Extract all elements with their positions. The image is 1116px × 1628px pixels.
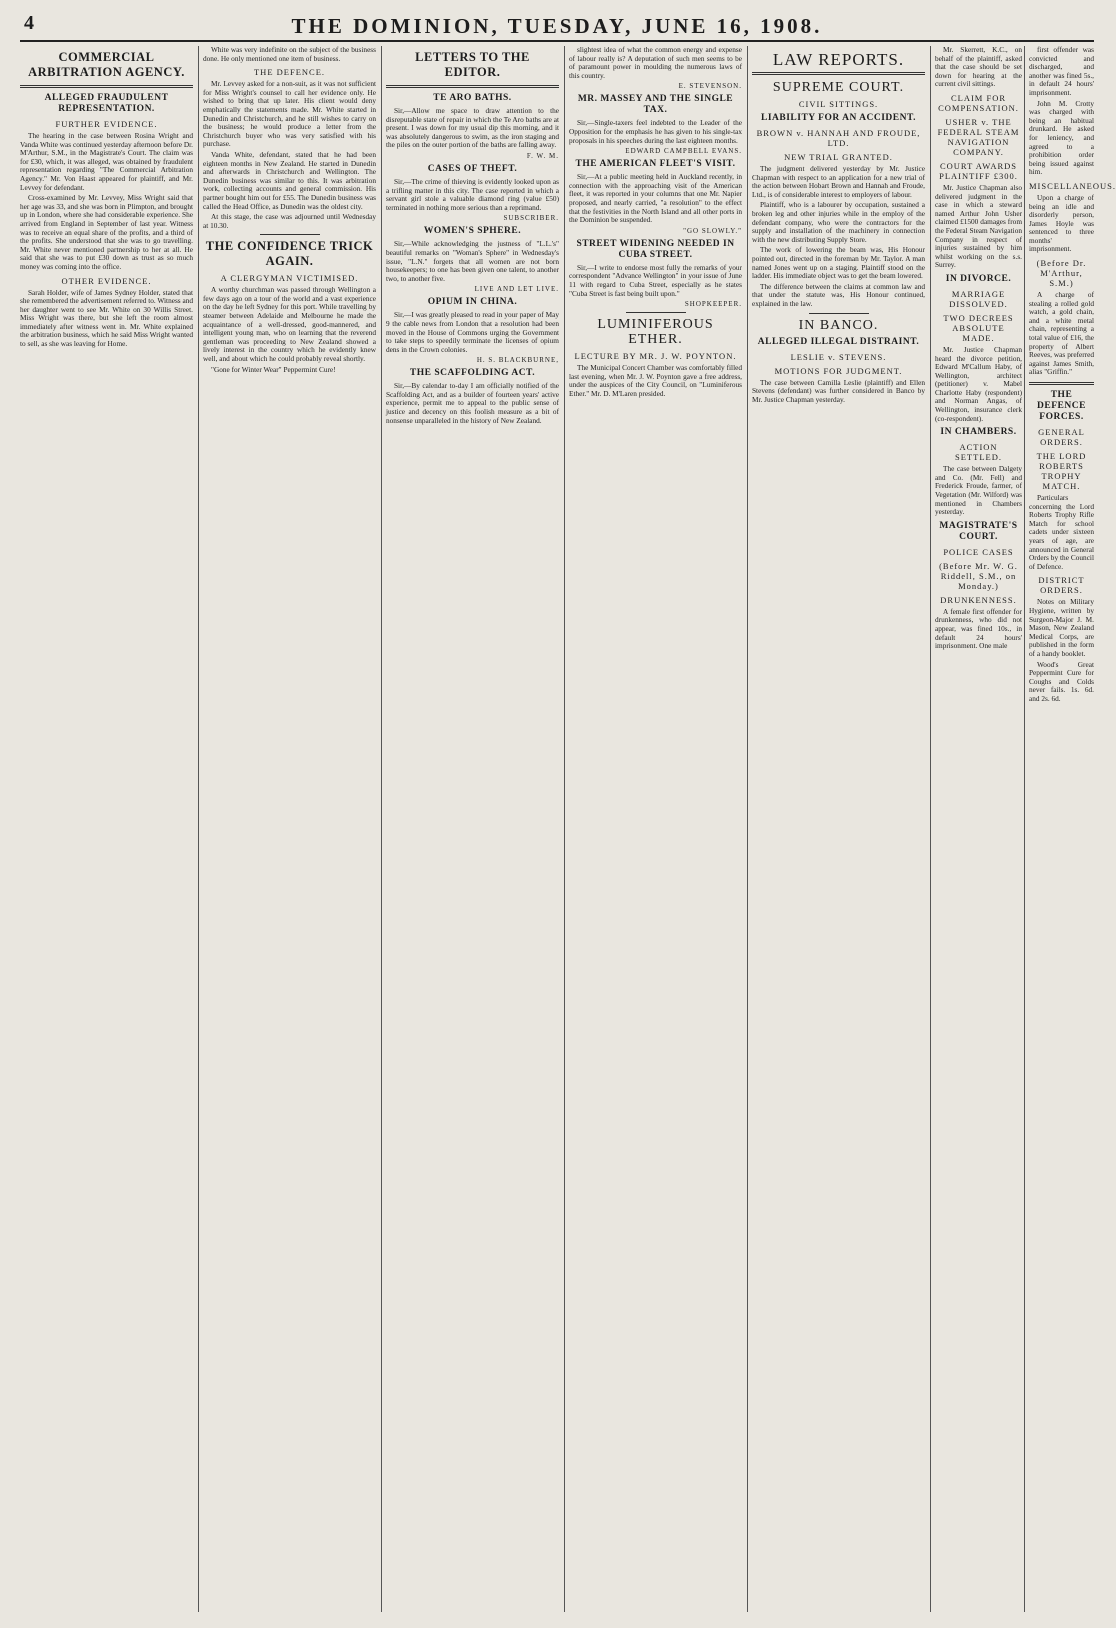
letter-heading: CASES OF THEFT.	[427, 163, 518, 174]
court-heading: IN DIVORCE.	[945, 273, 1012, 284]
paragraph: The hearing in the case between Rosina Wright and Vanda White was continued yesterday afternoon before Dr. M'Arthur, S.M., in the Magistrate's Court. The claim was for £30, which, it was alleged, was obtained by fraudulent representation regarding "The Commercial Arbitration Agency." Mr. Von Haast appeared for plaintiff, and Mr. Levvey for defendant.	[20, 131, 193, 192]
paragraph: Sir,—At a public meeting held in Auckland recently, in connection with the approaching visit of the American fleet, it was reported in your columns that one Mr. Napier proposed, and nearly carried, "a resolution" to the effect that the festivities in the North Island and all other ports in the Dominion be suspended.	[569, 172, 742, 225]
signature: LIVE AND LET LIVE.	[474, 285, 559, 294]
divider	[386, 85, 559, 88]
paragraph: The difference between the claims at common law and that under the statute was, His Honour continued, explained in the law.	[752, 281, 925, 308]
case-parties: USHER v. THE FEDERAL STEAM NAVIGATION COMPANY.	[937, 116, 1020, 157]
paragraph: A female first offender for drunkenness, who did not appear, was fined 10s., in default 24 hours' imprisonment. One male	[935, 606, 1022, 651]
court-heading: IN CHAMBERS.	[940, 427, 1017, 438]
signature: H. S. BLACKBURNE,	[476, 356, 559, 365]
court-heading: SUPREME COURT.	[772, 80, 905, 95]
newspaper-title: THE DOMINION, TUESDAY, JUNE 16, 1908.	[291, 14, 823, 38]
paragraph: The case between Dalgety and Co. (Mr. Fell) and Frederick Froude, farmer, of Vegetation (Mr. Wilford) was mentioned in Chambers yesterday.	[935, 464, 1022, 517]
paragraph: The work of lowering the beam was, His Honour pointed out, directed in the foreman by Mr. Taylor. A man named Jones went up on a staging. Plaintiff stood on the ladder. His immediate object was to get the beam lowered.	[752, 245, 925, 281]
letter-heading: OPIUM IN CHINA.	[427, 297, 518, 308]
article-heading: THE DEFENCE FORCES.	[1037, 390, 1086, 422]
paragraph: first offender was convicted and discharged, and another was fined 5s., in default 24 hours' imprisonment.	[1029, 45, 1094, 97]
divider	[752, 72, 925, 75]
case-heading: THE LORD ROBERTS TROPHY MATCH.	[1036, 451, 1087, 491]
article-heading: THE CONFIDENCE TRICK AGAIN.	[205, 239, 374, 269]
letter-heading: TE ARO BATHS.	[433, 93, 512, 103]
column-rule	[381, 46, 382, 1612]
signature: SUBSCRIBER.	[503, 214, 559, 223]
letter-heading: STREET WIDENING NEEDED IN CUBA STREET.	[576, 238, 735, 260]
paragraph: Mr. Skerrett, K.C., on behalf of the plaintiff, asked that the case should be set down for hearing at the current civil sittings.	[935, 45, 1022, 89]
column-rule	[198, 46, 199, 1612]
paragraph: Sir,—I was greatly pleased to read in your paper of May 9 the cable news from London that a resolution had been moved in the House of Commons urging the Government to take steps to speedily terminate the licenses of opium dens in the Crown colonies.	[386, 310, 559, 354]
paragraph: Sir,—I write to endorse most fully the remarks of your correspondent "Advance Wellington" in your issue of June 11 with regard to Cuba Street, especially as he states "Cuba Street is fast being built upon."	[569, 262, 742, 298]
paragraph: Mr. Justice Chapman heard the divorce petition, Edward M'Callum Haby, of Wellington, architect (petitioner) v. Mabel Charlotte Haby (respondent) and Norman Angas, of Wellington, insurance clerk (co-respondent).	[935, 344, 1022, 423]
divider	[809, 313, 869, 314]
paragraph: Mr. Levvey asked for a non-suit, as it was not sufficient for Miss Wright's counsel to call her evidence only. He wished to bring that up later. His client would deny emphatically the statements made. Mr. White started in Dunedin and Christchurch, and he still wishes to carry on the business; he would produce a letter from the Christchurch buyer who was very satisfied with his purchase.	[203, 79, 376, 149]
case-heading: ACTION SETTLED.	[955, 442, 1002, 463]
paragraph: Mr. Justice Chapman also delivered judgment in the case in which a steward named Arthur John Usher claimed £1500 damages from the Federal Steam Navigation Company in respect of injuries sustained by him whilst working on the s.s. Surrey.	[935, 182, 1022, 270]
case-outcome: (Before Dr. M'Arthur, S.M.)	[1036, 258, 1087, 289]
case-outcome: TWO DECREES ABSOLUTE MADE.	[943, 312, 1014, 343]
signature: EDWARD CAMPBELL EVANS.	[625, 147, 742, 156]
section-heading: MISCELLANEOUS.	[1029, 180, 1116, 191]
divider	[20, 85, 193, 88]
article-subheading: A CLERGYMAN VICTIMISED.	[220, 273, 359, 284]
case-heading: MARRIAGE DISSOLVED.	[949, 288, 1008, 309]
paragraph: A charge of stealing a rolled gold watch, a gold chain, and a white metal chain, representing a total value of £16, the property of Albert Reeves, was preferred against James Smith, alias "Griffin."	[1029, 290, 1094, 377]
article-subheading: LECTURE BY MR. J. W. POYNTON.	[574, 351, 737, 362]
paragraph: Sir,—By calendar to-day I am officially notified of the Scaffolding Act, and as a builder of fourteen years' active experience, permit me to appeal to the public sense of justice and decency on this foolish measure as a bit of nonsense unparalleled in the history of New Zealand.	[386, 381, 559, 425]
article-heading: LUMINIFEROUS ETHER.	[597, 317, 714, 348]
column-rule	[1024, 46, 1025, 1612]
paragraph: A worthy churchman was passed through Wellington a few days ago on a tour of the world and a vast experience on the day he left Sydney for this port. While travelling by steamer between Adelaide and Melbourne he made the acquaintance of a well-dressed, good-mannered, and intelligent young man, who on learning that the reverend gentleman was proceeding to New Zealand showed a lively interest in the country which he evidently knew well, and about which he could probably reveal shortly.	[203, 285, 376, 364]
section-heading: GENERAL ORDERS.	[1038, 427, 1085, 447]
section-heading: OTHER EVIDENCE.	[61, 275, 152, 286]
column-1	[20, 46, 193, 1612]
paragraph: Upon a charge of being an idle and disorderly person, James Hoyle was sentenced to three months' imprisonment.	[1029, 192, 1094, 254]
paragraph: Particulars concerning the Lord Roberts Trophy Rifle Match for school cadets under sixteen years of age, are announced in General Orders by the Council of Defence.	[1029, 493, 1094, 571]
section-heading: THE DEFENCE.	[253, 67, 326, 78]
signature: E. STEVENSON.	[678, 82, 742, 91]
columns	[20, 45, 1116, 1612]
article-heading: LETTERS TO THE EDITOR.	[415, 50, 530, 79]
column-rule	[564, 46, 565, 1612]
column-6	[935, 46, 1022, 1612]
column-5	[752, 46, 925, 1612]
case-outcome: (Before Mr. W. G. Riddell, S.M., on Monday.)	[939, 560, 1018, 591]
paragraph: Cross-examined by Mr. Levvey, Miss Wright said that her age was 33, and she was born in Plimpton, and brought up in London, where she had considerable experience. She arrived from England in September of last year. Witness was to receive an equal share of the profits, and a third of the profits. She understood that she was to go travelling. Mr. White never mentioned partnership to her at all. He said that she was to put £30 down as trust as so much money was coming into the office.	[20, 193, 193, 271]
letter-heading: THE AMERICAN FLEET'S VISIT.	[575, 159, 736, 170]
signature: F. W. M.	[526, 151, 559, 160]
divider	[260, 234, 320, 235]
section-heading: FURTHER EVIDENCE.	[55, 119, 158, 129]
case-heading: ALLEGED ILLEGAL DISTRAINT.	[757, 336, 920, 347]
article-heading: COMMERCIAL ARBITRATION AGENCY.	[28, 50, 185, 79]
signature: SHOPKEEPER.	[684, 300, 742, 309]
paragraph: Notes on Military Hygiene, written by Surgeon-Major J. M. Mason, New Zealand Medical Corps, are published in the form of a handy booklet.	[1029, 597, 1094, 658]
paragraph: slightest idea of what the common energy and expense of labour really is? A deputation of such men seems to be of paramount power in moulding the numerous laws of this country.	[569, 45, 742, 80]
case-heading: POLICE CASES	[943, 546, 1014, 557]
column-rule	[747, 46, 748, 1612]
case-heading: DRUNKENNESS.	[940, 594, 1017, 605]
paragraph: The case between Camilla Leslie (plaintiff) and Ellen Stevens (defendant) was further considered in Banco by Mr. Justice Chapman yesterday.	[752, 377, 925, 404]
case-outcome: MOTIONS FOR JUDGMENT.	[774, 365, 903, 376]
section-title: LAW REPORTS.	[772, 50, 905, 69]
column-3	[386, 46, 559, 1612]
masthead	[20, 10, 1094, 42]
section-heading: CIVIL SITTINGS.	[798, 99, 879, 109]
case-outcome: NEW TRIAL GRANTED.	[784, 152, 893, 162]
case-heading: LIABILITY FOR AN ACCIDENT.	[761, 113, 916, 123]
case-outcome: COURT AWARDS PLAINTIFF £300.	[939, 160, 1018, 181]
case-heading: CLAIM FOR COMPENSATION.	[938, 92, 1019, 113]
letter-heading: MR. MASSEY AND THE SINGLE TAX.	[577, 94, 734, 116]
page-number: 4	[24, 12, 34, 34]
paragraph: Sir,—Allow me space to draw attention to the disreputable state of repair in which the Te Aro baths are at present. I was down for my usual dip this morning, and it was absolutely dangerous to swim, as the iron staging and the piles on the outer portion of the baths are falling away.	[386, 106, 559, 150]
paragraph: At this stage, the case was adjourned until Wednesday at 10.30.	[203, 212, 376, 230]
column-7	[1029, 45, 1116, 1612]
paragraph: The judgment delivered yesterday by Mr. Justice Chapman with respect to an application for a new trial of the action between Hobart Brown and Hannah and Froude, Ltd., is of considerable interest to employers of labour.	[752, 164, 925, 199]
court-heading: MAGISTRATE'S COURT.	[939, 520, 1018, 542]
paragraph: Sir,—The crime of thieving is evidently looked upon as a trifling matter in this city. The case reported in which a servant girl stole a valuable diamond ring (value £50) terminated in nothing more serious than a reprimand.	[386, 176, 559, 212]
paragraph: "Gone for Winter Wear" Peppermint Cure!	[211, 364, 336, 374]
paragraph: Vanda White, defendant, stated that he had been eighteen months in New Zealand. He started in Dunedin and afterwards in Christchurch and Wellington. The Dunedin business was similar to this. It was arbitration work, collecting accounts and general commission. His partner bought him out for £55. The Dunedin business was called the Head Office, as Dunedin was the oldest city.	[203, 149, 376, 211]
section-heading: DISTRICT ORDERS.	[1038, 575, 1085, 596]
paragraph: Sir,—Single-taxers feel indebted to the Leader of the Opposition for the emphasis he has given to his single-tax proposals in his speeches during the last eighteen months.	[569, 118, 742, 145]
letter-heading: WOMEN'S SPHERE.	[423, 226, 522, 237]
column-rule	[930, 46, 931, 1612]
paragraph: John M. Crotty was charged with being an habitual drunkard. He asked for leniency, and agreed to a prohibition order being issued against him.	[1029, 98, 1094, 177]
letter-heading: THE SCAFFOLDING ACT.	[409, 368, 536, 379]
case-parties: BROWN v. HANNAH AND FROUDE, LTD.	[756, 128, 921, 148]
court-heading: IN BANCO.	[798, 317, 879, 333]
paragraph: White was very indefinite on the subject of the business done. He only mentioned one item of business.	[203, 45, 376, 63]
paragraph: Plaintiff, who is a labourer by occupation, sustained a broken leg and other injuries while in the employ of the defendant company, who were the contractors for the supply and installation of the machinery in connection with the new distributing Supply Store.	[752, 200, 925, 244]
advertisement: Wood's Great Peppermint Cure for Coughs and Colds never fails. 1s. 6d. and 2s. 6d.	[1029, 659, 1094, 703]
paragraph: The Municipal Concert Chamber was comfortably filled last evening, when Mr. J. W. Poynton gave a free address, under the auspices of the City Council, on "Luminiferous Ether." Mr. D. M'Laren presided.	[569, 363, 742, 398]
column-4	[569, 46, 742, 1612]
case-parties: LESLIE v. STEVENS.	[790, 351, 887, 362]
column-2	[203, 46, 376, 1612]
signature: "GO SLOWLY."	[683, 226, 742, 235]
paragraph: Sir,—While acknowledging the justness of "L.L.'s" beautiful remarks on "Woman's Sphere" in Wednesday's issue, "L.N." forgets that all women are not born housekeepers; to one has been given one talent, to another two, to another five.	[386, 239, 559, 283]
paragraph: Sarah Holder, wife of James Sydney Holder, stated that she remembered the advertisement referred to. Witness and her daughter went to see Mr. White on 30 Willis Street. Miss Wright was there, but she left the room almost immediately after witness went in. Mr. White explained the arbitration business, which he said Miss Wright wanted to sell, as she was leaving for Home.	[20, 287, 194, 349]
divider	[626, 312, 686, 313]
divider	[1029, 382, 1094, 385]
article-subheading: ALLEGED FRAUDULENT REPRESENTATION.	[44, 93, 169, 114]
